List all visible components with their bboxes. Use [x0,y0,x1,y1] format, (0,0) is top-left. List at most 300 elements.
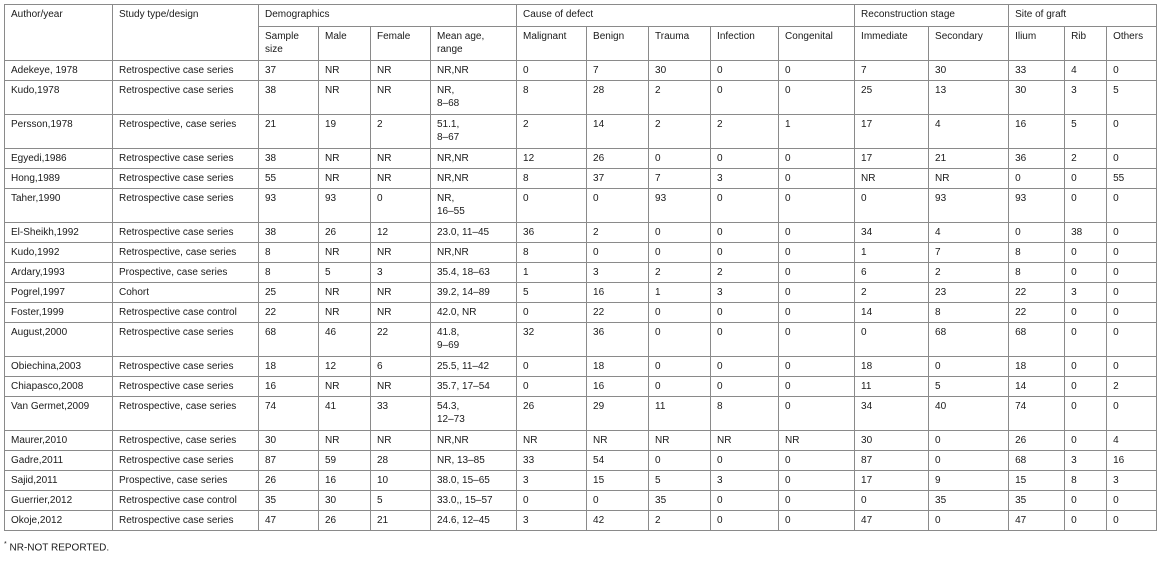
cell-trauma: 2 [649,263,711,283]
cell-immediate: 7 [855,61,929,81]
cell-mean-age-range: 35.4, 18–63 [431,263,517,283]
cell-rib: 0 [1065,169,1107,189]
cell-others: 0 [1107,243,1157,263]
cell-congenital: 0 [779,263,855,283]
cell-rib: 0 [1065,491,1107,511]
cell-trauma: 11 [649,397,711,431]
cell-congenital: 0 [779,471,855,491]
cell-ilium: 33 [1009,61,1065,81]
cell-female: 21 [371,511,431,531]
cell-study-type: Retrospective case series [113,357,259,377]
header-rib: Rib [1065,27,1107,61]
cell-others: 0 [1107,263,1157,283]
cell-sample-size: 22 [259,303,319,323]
cell-male: 30 [319,491,371,511]
cell-congenital: 0 [779,189,855,223]
cell-female: NR [371,431,431,451]
cell-others: 0 [1107,115,1157,149]
cell-study-type: Retrospective case control [113,303,259,323]
header-reconstruction-stage: Reconstruction stage [855,5,1009,27]
cell-malignant: 0 [517,189,587,223]
cell-male: 12 [319,357,371,377]
cell-congenital: 0 [779,169,855,189]
cell-sample-size: 38 [259,81,319,115]
cell-ilium: 36 [1009,149,1065,169]
cell-male: 16 [319,471,371,491]
cell-congenital: 0 [779,357,855,377]
cell-trauma: NR [649,431,711,451]
cell-trauma: 0 [649,243,711,263]
cell-infection: 0 [711,377,779,397]
cell-trauma: 2 [649,81,711,115]
cell-sample-size: 8 [259,263,319,283]
cell-benign: 22 [587,303,649,323]
cell-study-type: Retrospective, case series [113,397,259,431]
cell-author-year: August,2000 [5,323,113,357]
cell-benign: NR [587,431,649,451]
cell-immediate: 17 [855,471,929,491]
cell-female: NR [371,149,431,169]
cell-male: 19 [319,115,371,149]
cell-ilium: 18 [1009,357,1065,377]
cell-secondary: 93 [929,189,1009,223]
cell-female: NR [371,81,431,115]
cell-rib: 0 [1065,431,1107,451]
cell-trauma: 0 [649,303,711,323]
cell-malignant: 33 [517,451,587,471]
cell-benign: 29 [587,397,649,431]
cell-benign: 16 [587,377,649,397]
cell-infection: 3 [711,169,779,189]
cell-infection: 0 [711,81,779,115]
cell-female: 5 [371,491,431,511]
cell-study-type: Retrospective case series [113,377,259,397]
cell-study-type: Retrospective case series [113,451,259,471]
cell-sample-size: 93 [259,189,319,223]
table-header [5,5,1157,61]
cell-female: NR [371,61,431,81]
header-malignant: Malignant [517,27,587,61]
cell-sample-size: 55 [259,169,319,189]
cell-malignant: 3 [517,511,587,531]
cell-trauma: 0 [649,149,711,169]
cell-male: 26 [319,223,371,243]
cell-study-type: Retrospective case series [113,189,259,223]
header-sample-size: Sample size [259,27,319,61]
cell-others: 0 [1107,283,1157,303]
cell-male: NR [319,81,371,115]
cell-mean-age-range: NR, 8–68 [431,81,517,115]
cell-mean-age-range: 35.7, 17–54 [431,377,517,397]
cell-author-year: Kudo,1978 [5,81,113,115]
cell-rib: 0 [1065,189,1107,223]
cell-trauma: 5 [649,471,711,491]
cell-mean-age-range: 54.3, 12–73 [431,397,517,431]
cell-female: 28 [371,451,431,471]
cell-others: 0 [1107,303,1157,323]
table-row [5,169,1157,189]
cell-trauma: 93 [649,189,711,223]
cell-congenital: 0 [779,243,855,263]
cell-congenital: 0 [779,149,855,169]
cell-ilium: 0 [1009,223,1065,243]
cell-infection: 0 [711,149,779,169]
cell-author-year: El-Sheikh,1992 [5,223,113,243]
cell-sample-size: 26 [259,471,319,491]
cell-study-type: Cohort [113,283,259,303]
cell-infection: 3 [711,471,779,491]
cell-others: 0 [1107,357,1157,377]
header-secondary: Secondary [929,27,1009,61]
cell-mean-age-range: 24.6, 12–45 [431,511,517,531]
cell-male: NR [319,377,371,397]
table-row [5,223,1157,243]
table-row [5,303,1157,323]
cell-secondary: 0 [929,431,1009,451]
cell-others: 2 [1107,377,1157,397]
cell-secondary: 13 [929,81,1009,115]
footnote-text: NR-NOT REPORTED. [9,542,110,554]
cell-mean-age-range: NR,NR [431,243,517,263]
table-row [5,323,1157,357]
cell-author-year: Van Germet,2009 [5,397,113,431]
cell-rib: 2 [1065,149,1107,169]
cell-ilium: 35 [1009,491,1065,511]
cell-secondary: NR [929,169,1009,189]
cell-mean-age-range: NR, 13–85 [431,451,517,471]
cell-others: 0 [1107,149,1157,169]
header-male: Male [319,27,371,61]
cell-malignant: 0 [517,377,587,397]
cell-malignant: 0 [517,303,587,323]
cell-malignant: 8 [517,169,587,189]
cell-mean-age-range: 33.0,, 15–57 [431,491,517,511]
cell-congenital: 0 [779,223,855,243]
cell-infection: 0 [711,357,779,377]
cell-rib: 0 [1065,357,1107,377]
literature-review-table [4,4,1157,531]
cell-others: 0 [1107,323,1157,357]
cell-rib: 4 [1065,61,1107,81]
cell-benign: 36 [587,323,649,357]
cell-male: 41 [319,397,371,431]
cell-mean-age-range: NR,NR [431,169,517,189]
cell-sample-size: 47 [259,511,319,531]
cell-trauma: 0 [649,357,711,377]
cell-infection: 0 [711,511,779,531]
table-row [5,357,1157,377]
footnote-marker: * [4,541,7,548]
header-site-of-graft: Site of graft [1009,5,1157,27]
cell-rib: 0 [1065,263,1107,283]
cell-ilium: 14 [1009,377,1065,397]
cell-benign: 14 [587,115,649,149]
cell-female: 0 [371,189,431,223]
cell-mean-age-range: 23.0, 11–45 [431,223,517,243]
cell-rib: 0 [1065,397,1107,431]
cell-congenital: 0 [779,283,855,303]
table-row [5,81,1157,115]
cell-sample-size: 38 [259,149,319,169]
cell-others: 55 [1107,169,1157,189]
cell-benign: 16 [587,283,649,303]
cell-congenital: 0 [779,451,855,471]
cell-others: 4 [1107,431,1157,451]
cell-immediate: 30 [855,431,929,451]
cell-sample-size: 30 [259,431,319,451]
cell-sample-size: 68 [259,323,319,357]
cell-infection: 0 [711,451,779,471]
cell-sample-size: 38 [259,223,319,243]
cell-infection: 8 [711,397,779,431]
cell-rib: 0 [1065,323,1107,357]
cell-others: 0 [1107,511,1157,531]
cell-trauma: 30 [649,61,711,81]
cell-others: 16 [1107,451,1157,471]
cell-sample-size: 35 [259,491,319,511]
cell-secondary: 8 [929,303,1009,323]
cell-congenital: 0 [779,491,855,511]
cell-malignant: NR [517,431,587,451]
cell-congenital: 0 [779,303,855,323]
cell-ilium: 68 [1009,323,1065,357]
cell-infection: 0 [711,189,779,223]
cell-secondary: 7 [929,243,1009,263]
cell-congenital: 0 [779,511,855,531]
cell-immediate: 11 [855,377,929,397]
cell-ilium: 22 [1009,303,1065,323]
cell-sample-size: 18 [259,357,319,377]
cell-ilium: 16 [1009,115,1065,149]
cell-sample-size: 8 [259,243,319,263]
cell-benign: 7 [587,61,649,81]
cell-ilium: 30 [1009,81,1065,115]
cell-infection: NR [711,431,779,451]
cell-benign: 0 [587,189,649,223]
cell-immediate: 6 [855,263,929,283]
cell-rib: 0 [1065,377,1107,397]
cell-author-year: Ardary,1993 [5,263,113,283]
cell-immediate: 17 [855,115,929,149]
cell-ilium: 22 [1009,283,1065,303]
cell-immediate: NR [855,169,929,189]
cell-malignant: 0 [517,357,587,377]
table-row [5,243,1157,263]
cell-author-year: Adekeye, 1978 [5,61,113,81]
header-infection: Infection [711,27,779,61]
cell-male: NR [319,169,371,189]
cell-malignant: 12 [517,149,587,169]
cell-others: 3 [1107,471,1157,491]
cell-ilium: 47 [1009,511,1065,531]
cell-malignant: 0 [517,61,587,81]
cell-infection: 0 [711,303,779,323]
cell-ilium: 8 [1009,263,1065,283]
header-study-type: Study type/design [113,5,259,61]
cell-immediate: 47 [855,511,929,531]
cell-author-year: Foster,1999 [5,303,113,323]
cell-immediate: 34 [855,397,929,431]
table-row [5,491,1157,511]
cell-mean-age-range: NR, 16–55 [431,189,517,223]
cell-benign: 3 [587,263,649,283]
table-row [5,431,1157,451]
cell-rib: 8 [1065,471,1107,491]
cell-sample-size: 37 [259,61,319,81]
cell-immediate: 0 [855,491,929,511]
cell-female: 12 [371,223,431,243]
cell-ilium: 93 [1009,189,1065,223]
cell-study-type: Retrospective case series [113,61,259,81]
cell-immediate: 25 [855,81,929,115]
cell-infection: 0 [711,491,779,511]
cell-secondary: 4 [929,115,1009,149]
cell-author-year: Kudo,1992 [5,243,113,263]
table-row [5,61,1157,81]
cell-secondary: 23 [929,283,1009,303]
cell-male: 59 [319,451,371,471]
cell-author-year: Obiechina,2003 [5,357,113,377]
cell-mean-age-range: 41.8, 9–69 [431,323,517,357]
cell-immediate: 34 [855,223,929,243]
cell-rib: 0 [1065,511,1107,531]
cell-author-year: Hong,1989 [5,169,113,189]
cell-malignant: 3 [517,471,587,491]
cell-study-type: Retrospective case series [113,149,259,169]
cell-congenital: 0 [779,61,855,81]
cell-malignant: 8 [517,81,587,115]
table-body [5,61,1157,531]
cell-trauma: 7 [649,169,711,189]
cell-infection: 3 [711,283,779,303]
cell-trauma: 2 [649,115,711,149]
cell-others: 5 [1107,81,1157,115]
cell-secondary: 4 [929,223,1009,243]
cell-rib: 3 [1065,283,1107,303]
cell-congenital: 0 [779,81,855,115]
cell-female: 22 [371,323,431,357]
cell-rib: 3 [1065,81,1107,115]
cell-male: 5 [319,263,371,283]
cell-study-type: Retrospective, case series [113,431,259,451]
cell-rib: 3 [1065,451,1107,471]
header-trauma: Trauma [649,27,711,61]
cell-infection: 0 [711,243,779,263]
table-row [5,115,1157,149]
cell-author-year: Sajid,2011 [5,471,113,491]
cell-trauma: 0 [649,323,711,357]
footnote [4,541,1156,553]
cell-secondary: 68 [929,323,1009,357]
table-row [5,511,1157,531]
cell-others: 0 [1107,223,1157,243]
cell-author-year: Persson,1978 [5,115,113,149]
cell-trauma: 1 [649,283,711,303]
cell-rib: 0 [1065,243,1107,263]
header-others: Others [1107,27,1157,61]
cell-malignant: 5 [517,283,587,303]
cell-author-year: Maurer,2010 [5,431,113,451]
cell-trauma: 0 [649,451,711,471]
cell-benign: 42 [587,511,649,531]
cell-secondary: 30 [929,61,1009,81]
header-cause-of-defect: Cause of defect [517,5,855,27]
cell-immediate: 87 [855,451,929,471]
cell-infection: 2 [711,115,779,149]
table-container [4,4,1156,553]
header-ilium: Ilium [1009,27,1065,61]
cell-malignant: 8 [517,243,587,263]
cell-benign: 37 [587,169,649,189]
cell-benign: 26 [587,149,649,169]
cell-secondary: 0 [929,511,1009,531]
cell-congenital: 0 [779,377,855,397]
cell-sample-size: 74 [259,397,319,431]
cell-others: 0 [1107,491,1157,511]
cell-ilium: 8 [1009,243,1065,263]
cell-benign: 2 [587,223,649,243]
cell-congenital: 1 [779,115,855,149]
table-row [5,397,1157,431]
cell-infection: 2 [711,263,779,283]
cell-study-type: Retrospective case series [113,511,259,531]
cell-male: NR [319,243,371,263]
cell-author-year: Chiapasco,2008 [5,377,113,397]
cell-malignant: 32 [517,323,587,357]
cell-male: NR [319,149,371,169]
cell-congenital: 0 [779,323,855,357]
cell-mean-age-range: 39.2, 14–89 [431,283,517,303]
header-mean-age-range: Mean age, range [431,27,517,61]
cell-female: NR [371,169,431,189]
cell-immediate: 17 [855,149,929,169]
cell-author-year: Gadre,2011 [5,451,113,471]
table-row [5,377,1157,397]
table-row [5,149,1157,169]
cell-benign: 18 [587,357,649,377]
cell-secondary: 5 [929,377,1009,397]
cell-male: NR [319,303,371,323]
cell-mean-age-range: NR,NR [431,149,517,169]
cell-malignant: 2 [517,115,587,149]
cell-congenital: 0 [779,397,855,431]
cell-study-type: Retrospective case series [113,223,259,243]
cell-ilium: 26 [1009,431,1065,451]
cell-ilium: 74 [1009,397,1065,431]
cell-secondary: 0 [929,357,1009,377]
cell-female: 10 [371,471,431,491]
cell-study-type: Retrospective case series [113,81,259,115]
cell-malignant: 1 [517,263,587,283]
cell-immediate: 0 [855,323,929,357]
cell-immediate: 18 [855,357,929,377]
cell-author-year: Egyedi,1986 [5,149,113,169]
cell-male: 26 [319,511,371,531]
cell-malignant: 0 [517,491,587,511]
cell-malignant: 36 [517,223,587,243]
cell-rib: 5 [1065,115,1107,149]
cell-sample-size: 87 [259,451,319,471]
cell-male: NR [319,61,371,81]
header-immediate: Immediate [855,27,929,61]
cell-female: 6 [371,357,431,377]
cell-female: NR [371,303,431,323]
cell-mean-age-range: 51.1, 8–67 [431,115,517,149]
cell-secondary: 9 [929,471,1009,491]
cell-study-type: Prospective, case series [113,471,259,491]
group-header-row [5,5,1157,27]
cell-secondary: 21 [929,149,1009,169]
